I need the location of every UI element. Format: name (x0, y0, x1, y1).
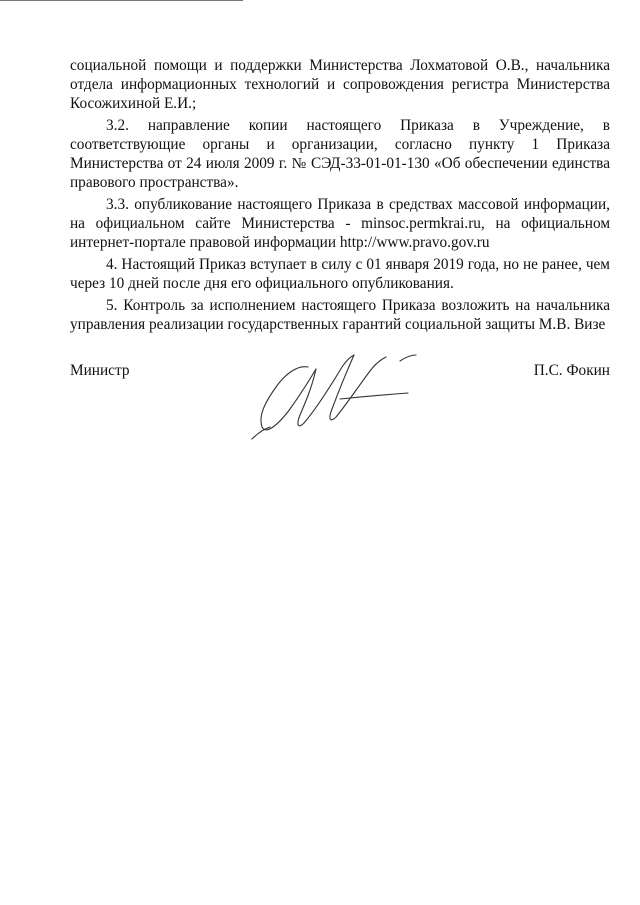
paragraph-4: 4. Настоящий Приказ вступает в силу с 01 января 2019 года, но не ранее, чем через 10 дней после дня его официального опубликования. (70, 256, 610, 292)
paragraph-3-3: 3.3. опубликование настоящего Приказа в средствах массовой информации, на официальном сайте Министерства - minsoc.permkrai.ru, на официальном интернет-портале правовой информации http://www.pravo.gov.ru (70, 196, 610, 251)
signatory-name: П.С. Фокин (533, 362, 610, 379)
signature-block (70, 361, 610, 451)
handwritten-signature (250, 343, 440, 453)
paragraph-5: 5. Контроль за исполнением настоящего Приказа возложить на начальника управления реализации государственных гарантий социальной защиты М.В. Визе (70, 297, 610, 333)
document-body (70, 56, 610, 334)
paragraph-continuation: социальной помощи и поддержки Министерства Лохматовой О.В., начальника отдела информационных технологий и сопровождения регистра Министерства Косожихиной Е.И.; (70, 57, 610, 112)
signatory-title: Министр (70, 362, 130, 379)
top-rule (0, 0, 243, 1)
paragraph-3-2: 3.2. направление копии настоящего Приказа в Учреждение, в соответствующие органы и организации, согласно пункту 1 Приказа Министерства от 24 июля 2009 г. № СЭД-33-01-01-130 «Об обеспечении единства правового пространства». (70, 117, 610, 191)
